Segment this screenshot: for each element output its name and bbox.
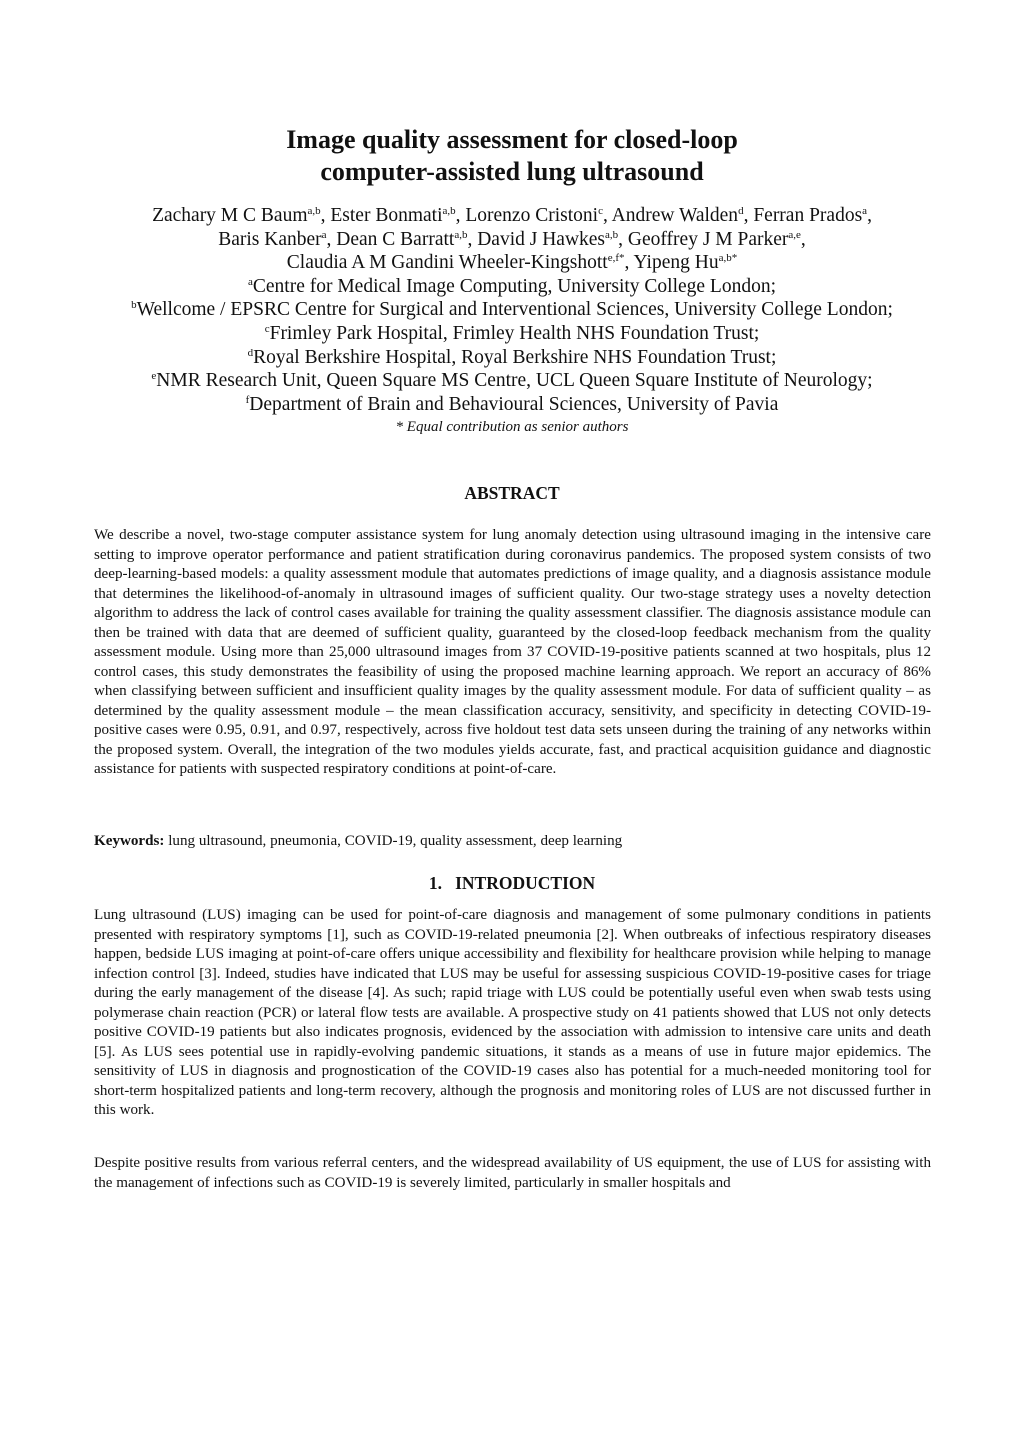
author-name: Baris Kanber xyxy=(218,228,322,250)
author-affiliation-mark: a,b xyxy=(442,205,456,217)
author-line-1 xyxy=(40,204,984,228)
author-separator: , xyxy=(618,228,628,250)
affiliation-line xyxy=(40,275,984,299)
author-affiliation-mark: a,b* xyxy=(718,252,738,265)
author-name: Dean C Barratt xyxy=(336,228,455,250)
abstract-text: We describe a novel, two-stage computer assistance system for lung anomaly detection using ultrasound imaging in the intensive care setting to improve operator performance and patient stratification during coronavirus pandemics. The proposed system consists of two deep-learning-based models: a quality assessment module that automates predictions of image quality, and a diagnosis assistance module that determines the likelihood-of-anomaly in ultrasound images of sufficient quality. Our two-stage strategy uses a novelty detection algorithm to address the lack of control cases available for training the quality assessment classifier. The diagnosis assistance module can then be trained with data that are deemed of sufficient quality, guaranteed by the closed-loop feedback mechanism from the quality assessment module. Using more than 25,000 ultrasound images from 37 COVID-19-positive patients scanned at two hospitals, plus 12 control cases, this study demonstrates the feasibility of using the proposed machine learning approach. We report an accuracy of 86% when classifying between sufficient and insufficient quality images by the quality assessment module. For data of sufficient quality – as determined by the quality assessment module – the mean classification accuracy, sensitivity, and specificity in detecting COVID-19-positive cases were 0.95, 0.91, and 0.97, respectively, across five holdout test data sets unseen during the training of any networks within the proposed system. Overall, the integration of the two modules yields accurate, fast, and practical acquisition guidance and diagnostic assistance for patients with suspected respiratory conditions at point-of-care. xyxy=(94,527,931,777)
author-affiliation-mark: a,b xyxy=(307,205,321,217)
affiliation-line xyxy=(40,322,984,346)
title-line-1: Image quality assessment for closed-loop xyxy=(286,125,738,154)
author-affiliation-mark: a,e xyxy=(788,228,801,241)
author-name: Zachary M C Baum xyxy=(152,205,308,226)
author-separator: , xyxy=(624,252,634,274)
equal-contribution-note: * Equal contribution as senior authors xyxy=(395,419,629,436)
affiliation-text: Department of Brain and Behavioural Sciences, University of Pavia xyxy=(249,393,779,415)
affiliation-mark: a xyxy=(247,275,253,288)
author-affiliation-mark: a xyxy=(862,205,868,217)
author-separator: , xyxy=(602,205,612,226)
author-affiliation-mark: d xyxy=(738,205,744,217)
author-block xyxy=(40,204,984,438)
affiliation-mark: b xyxy=(131,299,137,312)
author-separator: , xyxy=(743,205,754,226)
author-name: Andrew Walden xyxy=(611,205,739,226)
author-affiliation-mark: a xyxy=(321,228,327,241)
author-separator: , xyxy=(320,205,331,226)
author-separator: , xyxy=(467,228,478,250)
keywords-text: lung ultrasound, pneumonia, COVID-19, quality assessment, deep learning xyxy=(164,833,623,849)
keywords-label: Keywords: xyxy=(94,833,165,849)
affiliation-text: Frimley Park Hospital, Frimley Health NHS Foundation Trust; xyxy=(269,322,760,344)
author-name: Claudia A M Gandini Wheeler-Kingshott xyxy=(286,252,608,274)
affiliation-line xyxy=(40,393,984,417)
affiliation-mark: d xyxy=(247,346,254,359)
author-separator: , xyxy=(867,205,872,226)
affiliation-text: Wellcome / EPSRC Centre for Surgical and Interventional Sciences, University College London; xyxy=(136,299,893,321)
author-separator: , xyxy=(800,228,806,250)
author-separator: , xyxy=(455,205,466,226)
author-separator: , xyxy=(326,228,337,250)
author-name: Yipeng Hu xyxy=(633,252,719,274)
affiliation-line xyxy=(40,298,984,322)
keywords-line xyxy=(94,832,931,852)
affiliation-text: Royal Berkshire Hospital, Royal Berkshire NHS Foundation Trust; xyxy=(253,346,777,368)
affiliation-line xyxy=(40,369,984,393)
introduction-paragraph-1: Lung ultrasound (LUS) imaging can be used for point-of-care diagnosis and management of some pulmonary conditions in patients presented with respiratory symptoms [1], such as COVID-19-related pneumonia [2]. When outbreaks of infectious respiratory diseases happen, bedside LUS imaging at point-of-care offers unique accessibility and flexibility for healthcare provision while helping to manage infection control [3]. Indeed, studies have indicated that LUS may be useful for assessing suspicious COVID-19-positive cases for triage during the early management of the disease [4]. As such; rapid triage with LUS could be potentially useful even when swab tests using polymerase chain reaction (PCR) or lateral flow tests are available. A prospective study on 41 patients showed that LUS not only detects positive COVID-19 patients but also indicates prognosis, evidenced by the association with admission to intensive care units and death [5]. As LUS sees potential use in rapidly-evolving pandemic situations, it stands as a means of use in future major epidemics. The sensitivity of LUS in diagnosis and prognostication of the COVID-19 cases also has potential for a much-needed monitoring tool for short-term hospitalized patients and long-term recovery, although the prognosis and monitoring roles of LUS are not discussed further in this work. xyxy=(94,907,931,1118)
author-name: David J Hawkes xyxy=(477,228,606,250)
author-name: Lorenzo Cristoni xyxy=(465,205,599,226)
author-name: Ester Bonmati xyxy=(330,205,443,226)
author-name: Geoffrey J M Parker xyxy=(627,228,789,250)
author-affiliation-mark: a,b xyxy=(454,228,468,241)
author-affiliation-mark: c xyxy=(598,205,603,217)
affiliation-text: Centre for Medical Image Computing, University College London; xyxy=(252,275,777,297)
affiliation-mark: f xyxy=(245,393,250,406)
paper-title xyxy=(0,124,1024,188)
introduction-paragraph-2: Despite positive results from various referral centers, and the widespread availability of US equipment, the use of LUS for assisting with the management of infections such as COVID-19 is severely limited, particularly in smaller hospitals and xyxy=(94,1155,931,1191)
affiliation-text: NMR Research Unit, Queen Square MS Centre, UCL Queen Square Institute of Neurology; xyxy=(156,370,873,392)
affiliation-mark: c xyxy=(264,322,270,335)
introduction-heading: 1. INTRODUCTION xyxy=(428,873,596,893)
abstract-heading: ABSTRACT xyxy=(464,483,560,503)
title-line-2: computer-assisted lung ultrasound xyxy=(320,157,704,186)
author-line-2 xyxy=(40,228,984,252)
author-affiliation-mark: a,b xyxy=(605,228,619,241)
author-name: Ferran Prados xyxy=(753,205,863,226)
affiliation-mark: e xyxy=(151,370,157,383)
affiliation-line xyxy=(40,346,984,370)
author-affiliation-mark: e,f* xyxy=(607,252,625,265)
author-line-3 xyxy=(40,251,984,275)
